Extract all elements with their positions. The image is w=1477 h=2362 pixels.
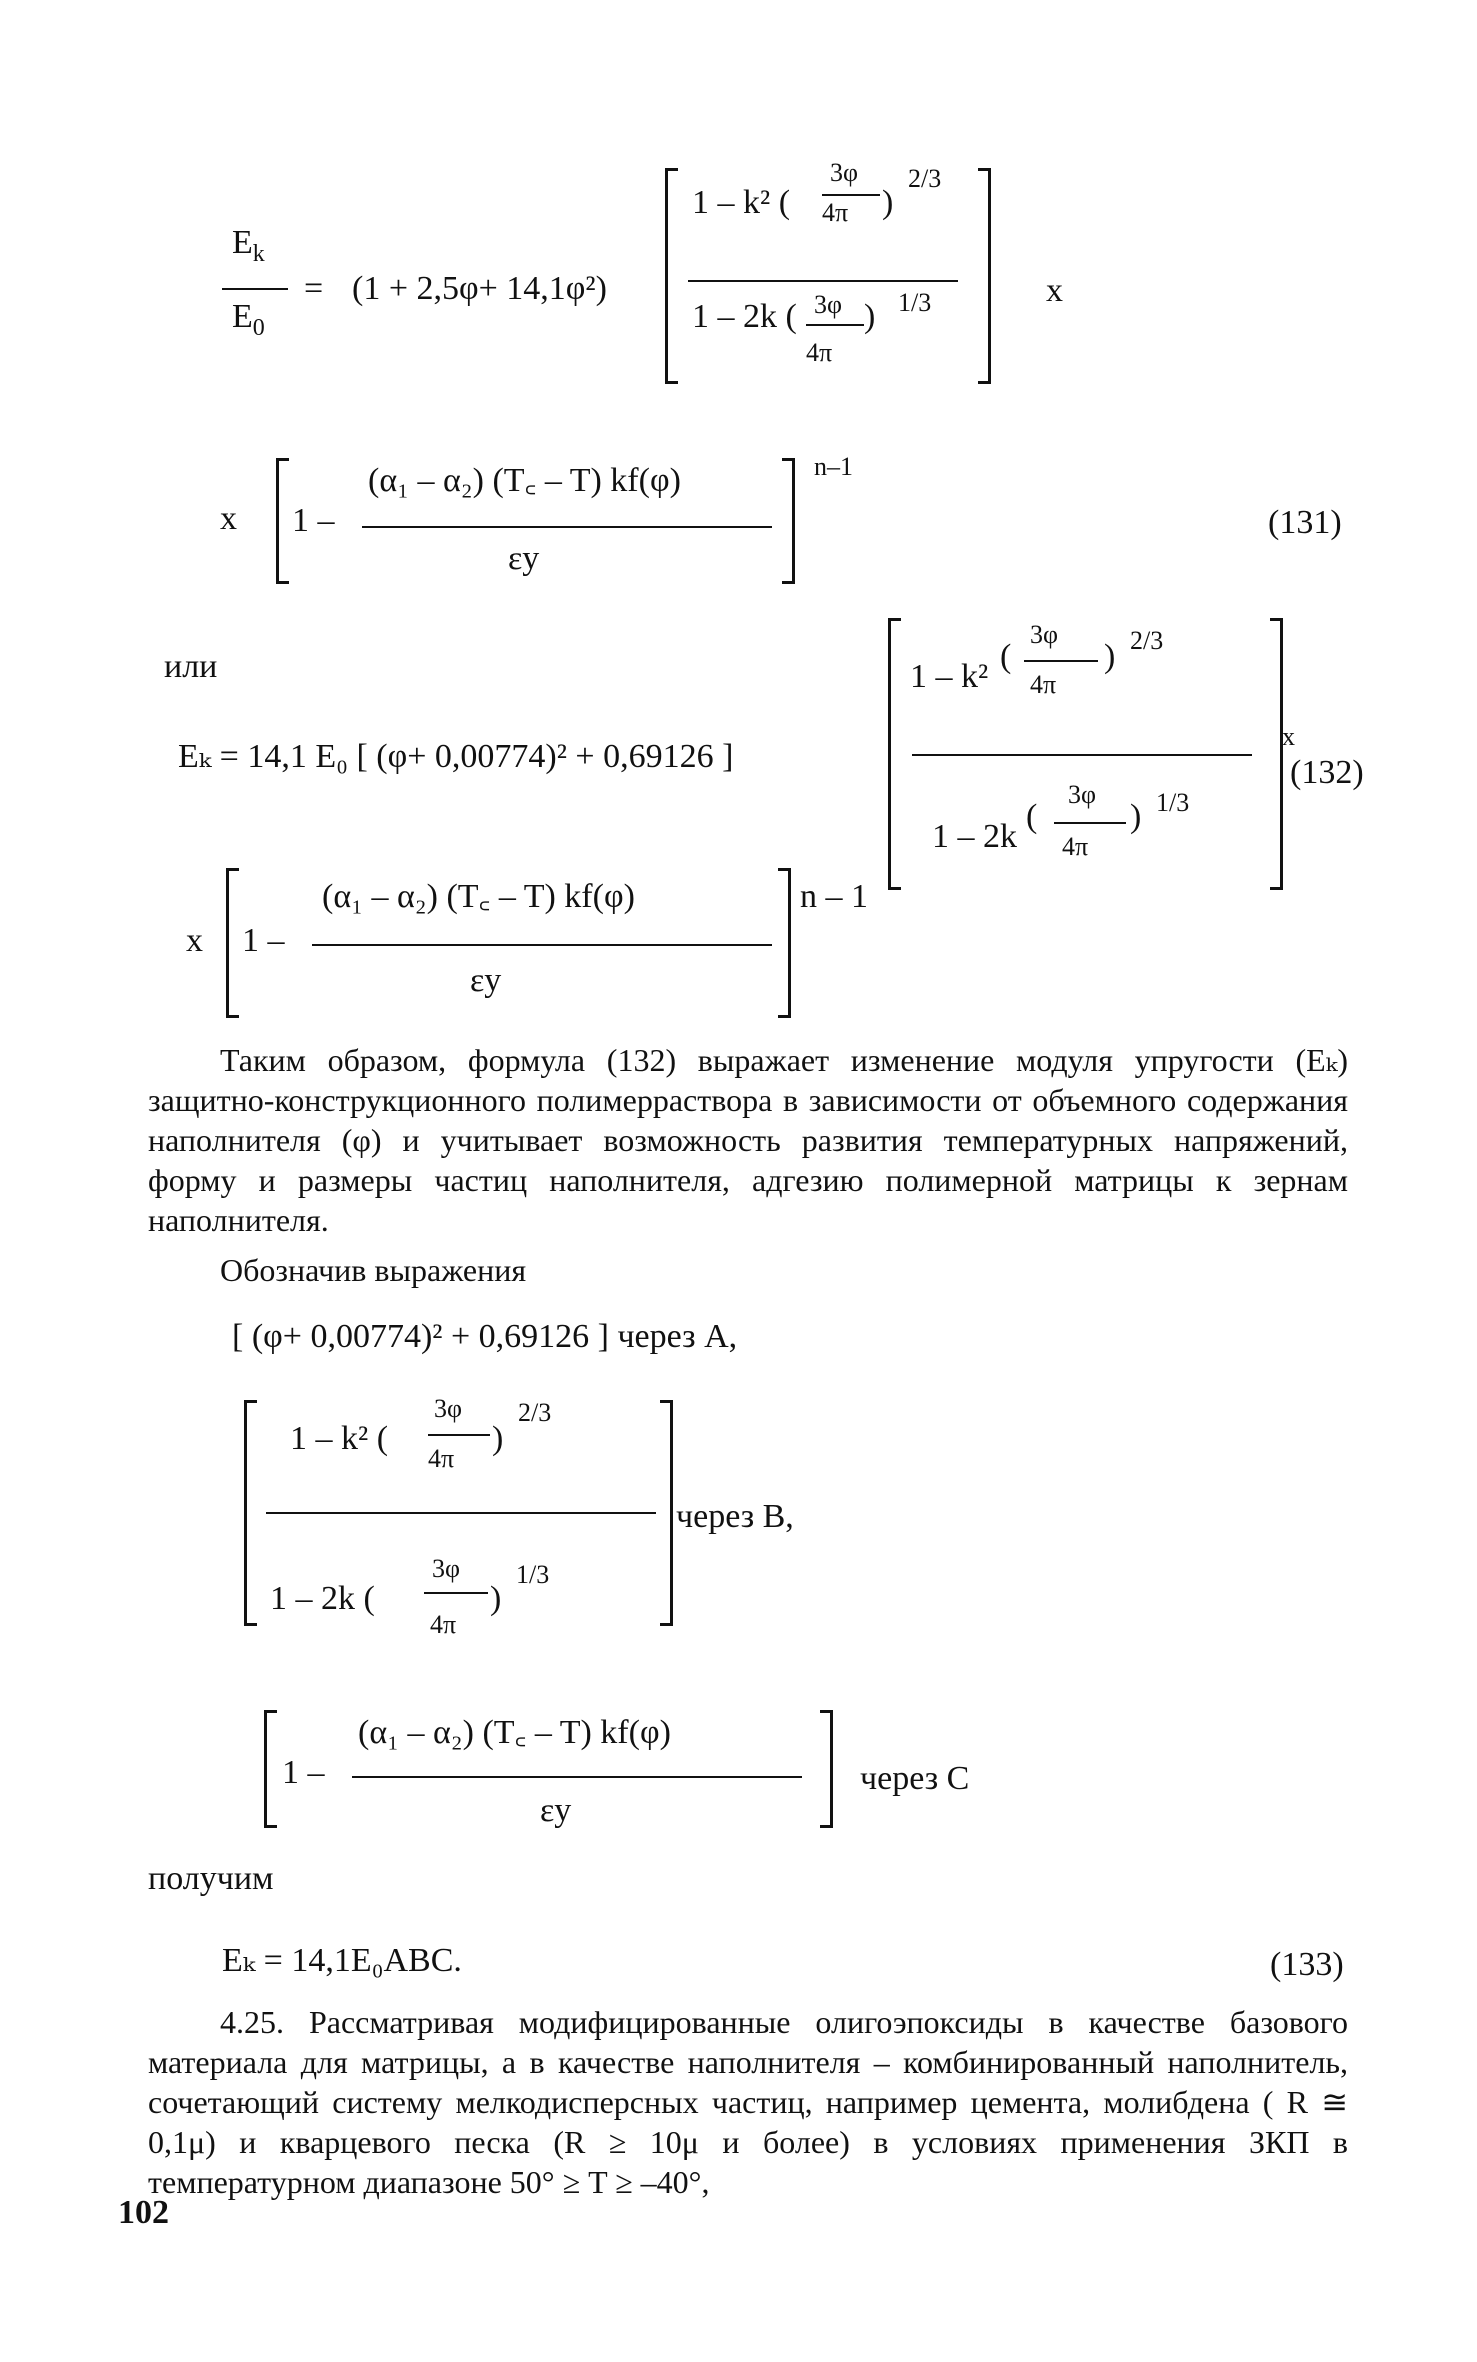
- times-sign-2: x: [220, 500, 237, 537]
- c-exponent: n–1: [814, 452, 853, 481]
- exprb-bot-num: 3φ: [432, 1554, 461, 1583]
- eq132-bot-close: ): [1130, 798, 1142, 835]
- eq132-c-right-bracket: [778, 868, 791, 1018]
- times-sign: x: [1046, 272, 1063, 309]
- eq132-times-2: x: [186, 922, 203, 959]
- eq132-left-bracket: [888, 618, 901, 890]
- eq132-bot-bar: [1054, 822, 1126, 824]
- eq132-c-one: 1 –: [242, 922, 285, 959]
- eq132-c-exponent: n – 1: [800, 878, 868, 915]
- expression-a: [ (φ+ 0,00774)² + 0,69126 ] через A,: [232, 1318, 738, 1355]
- exprb-top-num: 3φ: [434, 1394, 463, 1423]
- bracket-bottom-term: 1 – 2k (: [692, 298, 797, 335]
- equation-number-131: (131): [1268, 504, 1342, 541]
- exprb-right-bracket: [660, 1400, 673, 1626]
- exprb-bot-bar: [424, 1592, 488, 1594]
- left-bracket: [665, 168, 678, 384]
- eq132-fraction-bar: [912, 754, 1252, 756]
- exprb-bot-close: ): [490, 1580, 502, 1617]
- right-bracket: [978, 168, 991, 384]
- exprc-denominator: εy: [540, 1792, 572, 1829]
- lhs-numerator: $E_k$: [232, 224, 265, 267]
- bot-frac-den: 4π: [806, 338, 833, 367]
- equation-number-133: (133): [1270, 1946, 1344, 1983]
- c-denominator: εy: [508, 540, 540, 577]
- eq132-bot-paren: (: [1026, 798, 1038, 835]
- eq132-top-bar: [1024, 660, 1098, 662]
- eq132-bot-num: 3φ: [1068, 780, 1097, 809]
- page-number: 102: [118, 2194, 169, 2231]
- paragraph-2: Обозначив выражения: [220, 1252, 527, 1288]
- eq132-c-numerator: (α₁ – α₂) (T꜀ – T) kf(φ): [322, 878, 635, 915]
- bot-close: ): [864, 298, 876, 335]
- lhs-denominator: $E_0$: [232, 298, 265, 341]
- top-frac-den: 4π: [822, 198, 849, 227]
- paragraph-3: 4.25. Рассматривая модифицированные олигоэпоксиды в качестве базового материала для матрицы, а в качестве наполнителя – комбинированный наполнитель, сочетающий систему мелкодисперсных частиц, например цемента, молибдена ( R ≅ 0,1μ) и кварцевого песка (R ≥ 10μ и более) в условиях применения ЗКП в температурном диапазоне 50° ≥ T ≥ –40°,: [148, 2004, 1348, 2200]
- exprc-label: через C: [860, 1760, 970, 1797]
- eq132-right-bracket: [1270, 618, 1283, 890]
- equation-133: Eₖ = 14,1E₀ABC.: [222, 1942, 462, 1979]
- paragraph-1: Таким образом, формула (132) выражает изменение модуля упругости (Eₖ) защитно-конструкционного полимерраствора в зависимости от объемного содержания наполнителя (φ) и учитывает возможность развития температурных напряжений, форму и размеры частиц наполнителя, адгезию полимерной матрицы к зернам наполнителя.: [148, 1042, 1348, 1238]
- c-numerator: (α₁ – α₂) (T꜀ – T) kf(φ): [368, 462, 681, 499]
- top-frac-bar: [822, 194, 880, 196]
- word-poluchim: получим: [148, 1860, 274, 1897]
- word-ili: или: [164, 648, 218, 685]
- eq132-c-left-bracket: [226, 868, 239, 1018]
- exprc-one: 1 –: [282, 1754, 325, 1791]
- bracket-fraction-bar: [688, 280, 958, 282]
- eq132-c-bar: [312, 944, 772, 946]
- top-exponent: 2/3: [908, 164, 942, 193]
- eq132-top-num: 3φ: [1030, 620, 1059, 649]
- exprb-left-bracket: [244, 1400, 257, 1626]
- eq132-top-term: 1 – k²: [910, 658, 989, 695]
- exprc-right-bracket: [820, 1710, 833, 1828]
- equals-sign: =: [304, 270, 324, 307]
- bot-frac-bar: [806, 324, 864, 326]
- exprb-top: 1 – k² (: [290, 1420, 389, 1457]
- right-bracket-2: [782, 458, 795, 584]
- top-close: ): [882, 184, 894, 221]
- lhs-fraction-bar: [222, 288, 288, 290]
- c-one-minus: 1 –: [292, 502, 335, 539]
- exprc-numerator: (α₁ – α₂) (T꜀ – T) kf(φ): [358, 1714, 671, 1751]
- eq132-bot-den: 4π: [1062, 832, 1089, 861]
- exprb-fraction-bar: [266, 1512, 656, 1514]
- eq132-lhs: Eₖ = 14,1 E₀ [ (φ+ 0,00774)² + 0,69126 ]: [178, 738, 734, 775]
- bot-exponent: 1/3: [898, 288, 932, 317]
- exprb-top-close: ): [492, 1420, 504, 1457]
- exprc-left-bracket: [264, 1710, 277, 1828]
- left-bracket-2: [276, 458, 289, 584]
- bot-frac-num: 3φ: [814, 290, 843, 319]
- exprc-bar: [352, 1776, 802, 1778]
- eq132-bot-term: 1 – 2k: [932, 818, 1017, 855]
- exprb-bot-exp: 1/3: [516, 1560, 550, 1589]
- eq132-top-close: ): [1104, 638, 1116, 675]
- eq132-times: x: [1282, 722, 1295, 751]
- eq132-c-denominator: εy: [470, 962, 502, 999]
- eq132-top-exp: 2/3: [1130, 626, 1164, 655]
- exprb-bot: 1 – 2k (: [270, 1580, 375, 1617]
- c-fraction-bar: [362, 526, 772, 528]
- eq132-top-paren: (: [1000, 638, 1012, 675]
- polynomial-term: (1 + 2,5φ+ 14,1φ²): [352, 270, 607, 307]
- eq132-top-den: 4π: [1030, 670, 1057, 699]
- exprb-top-den: 4π: [428, 1444, 455, 1473]
- bracket-top-term: 1 – k² (: [692, 184, 791, 221]
- equation-number-132: (132): [1290, 754, 1364, 791]
- exprb-top-bar: [428, 1434, 490, 1436]
- exprb-label: через B,: [676, 1498, 794, 1535]
- exprb-bot-den: 4π: [430, 1610, 457, 1639]
- eq132-bot-exp: 1/3: [1156, 788, 1190, 817]
- top-frac-num: 3φ: [830, 158, 859, 187]
- exprb-top-exp: 2/3: [518, 1398, 552, 1427]
